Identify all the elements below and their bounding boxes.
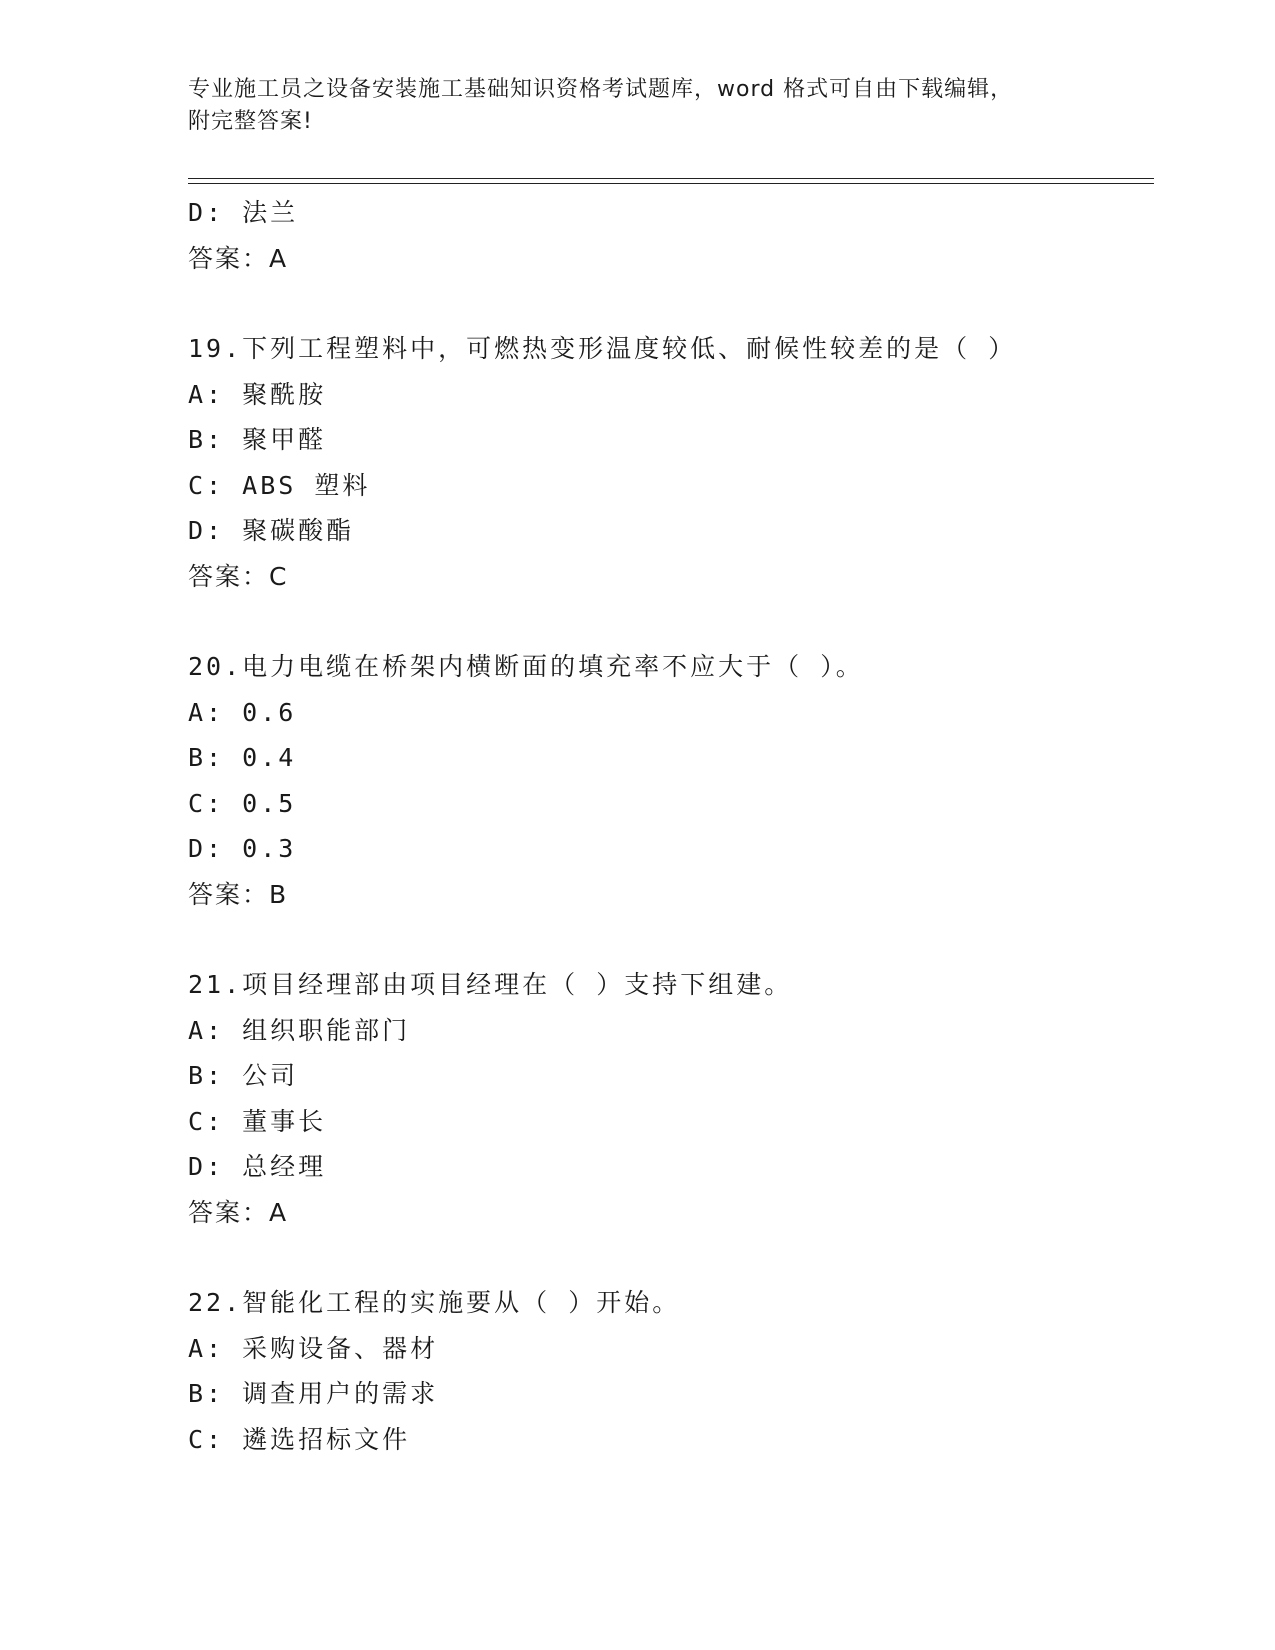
question-20	[188, 644, 1148, 917]
header-line-2: 附完整答案!	[188, 109, 313, 134]
option-c: C: 董事长	[188, 1106, 327, 1136]
option-d: D: 法兰	[188, 198, 299, 227]
option-b: B: 调查用户的需求	[188, 1379, 439, 1408]
option-a: A: 聚酰胺	[188, 379, 327, 409]
question-text: 22.智能化工程的实施要从（ ）开始。	[188, 1288, 681, 1317]
option-c: C: 0.5	[188, 788, 297, 818]
question-19	[188, 326, 1148, 599]
question-text: 20.电力电缆在桥架内横断面的填充率不应大于（ ）。	[188, 652, 864, 681]
option-a: A: 0.6	[188, 697, 297, 727]
option-a: A: 采购设备、器材	[188, 1333, 439, 1363]
question-text: 21.项目经理部由项目经理在（ ）支持下组建。	[188, 970, 793, 999]
option-b: B: 公司	[188, 1061, 299, 1090]
header-divider-bottom	[188, 183, 1154, 184]
header-line-1: 专业施工员之设备安装施工基础知识资格考试题库，word 格式可自由下载编辑，	[188, 77, 1014, 102]
question-22	[188, 1280, 1148, 1462]
option-c: C: ABS 塑料	[188, 470, 371, 500]
header-divider-top	[188, 178, 1154, 179]
answer-line: 答案：A	[188, 243, 289, 273]
option-c: C: 遴选招标文件	[188, 1424, 411, 1454]
option-d: D: 0.3	[188, 834, 297, 863]
option-d: D: 聚碳酸酯	[188, 516, 355, 545]
document-header	[188, 74, 1088, 138]
option-a: A: 组织职能部门	[188, 1015, 411, 1045]
answer-line: 答案：C	[188, 561, 289, 591]
question-text: 19.下列工程塑料中，可燃热变形温度较低、耐候性较差的是（ ）	[188, 334, 1017, 363]
answer-line: 答案：B	[188, 879, 289, 909]
option-b: B: 0.4	[188, 743, 297, 772]
option-b: B: 聚甲醛	[188, 425, 327, 454]
option-d: D: 总经理	[188, 1152, 327, 1181]
question-21	[188, 962, 1148, 1235]
answer-line: 答案：A	[188, 1197, 289, 1227]
question-list	[188, 190, 1148, 1462]
